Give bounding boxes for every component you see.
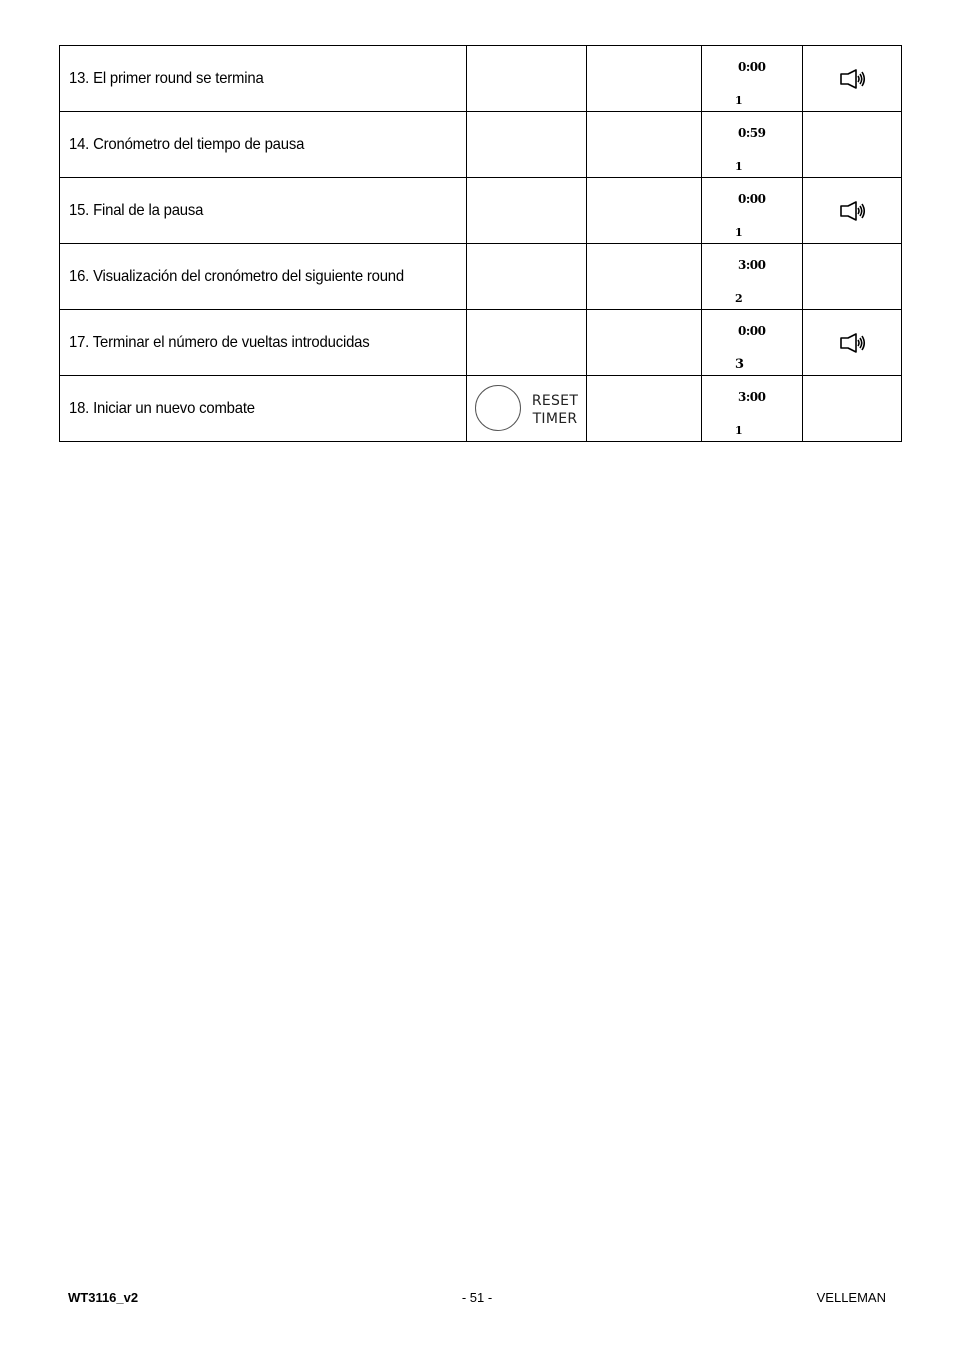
lcd-time: 0:00	[738, 324, 766, 338]
blank-cell	[587, 112, 702, 178]
lcd-round: 1	[735, 424, 743, 437]
speaker-icon	[838, 200, 868, 222]
sound-cell	[803, 46, 902, 112]
lcd-display	[702, 244, 803, 310]
sound-cell	[803, 310, 902, 376]
sound-cell	[803, 244, 902, 310]
speaker-icon	[838, 68, 868, 90]
table-row	[60, 244, 902, 310]
sound-cell	[803, 376, 902, 442]
reset-timer-label: RESET TIMER	[531, 393, 579, 427]
lcd-display	[702, 376, 803, 442]
button-cell	[467, 310, 587, 376]
lcd-round: 3	[735, 357, 745, 372]
blank-cell	[587, 178, 702, 244]
lcd-time: 0:59	[738, 126, 766, 140]
reset-timer-button-icon	[475, 385, 521, 431]
blank-cell	[587, 244, 702, 310]
step-description: 13. El primer round se termina	[60, 46, 467, 112]
lcd-round: 1	[735, 94, 743, 107]
table-row	[60, 310, 902, 376]
sound-cell	[803, 112, 902, 178]
table-row	[60, 376, 902, 442]
button-cell	[467, 376, 587, 442]
blank-cell	[587, 376, 702, 442]
lcd-time: 0:00	[738, 60, 766, 74]
step-description: 16. Visualización del cronómetro del siguiente round	[60, 244, 467, 310]
lcd-round: 2	[735, 292, 743, 305]
lcd-display	[702, 112, 803, 178]
lcd-round: 1	[735, 160, 743, 173]
button-cell	[467, 178, 587, 244]
lcd-time: 0:00	[738, 192, 766, 206]
lcd-display	[702, 46, 803, 112]
step-description: 14. Cronómetro del tiempo de pausa	[60, 112, 467, 178]
speaker-icon	[838, 332, 868, 354]
step-description: 17. Terminar el número de vueltas introducidas	[60, 310, 467, 376]
table-row	[60, 178, 902, 244]
lcd-display	[702, 178, 803, 244]
blank-cell	[587, 310, 702, 376]
step-description: 15. Final de la pausa	[60, 178, 467, 244]
button-cell	[467, 112, 587, 178]
lcd-time: 3:00	[738, 258, 766, 272]
table-row	[60, 112, 902, 178]
blank-cell	[587, 46, 702, 112]
button-cell	[467, 46, 587, 112]
steps-table	[59, 45, 902, 442]
sound-cell	[803, 178, 902, 244]
footer-brand: VELLEMAN	[816, 1290, 886, 1305]
button-cell	[467, 244, 587, 310]
table-row	[60, 46, 902, 112]
footer-model: WT3116_v2	[68, 1290, 139, 1305]
step-description: 18. Iniciar un nuevo combate	[60, 376, 467, 442]
footer-page-number: - 51 -	[461, 1290, 493, 1305]
lcd-round: 1	[735, 226, 743, 239]
lcd-display	[702, 310, 803, 376]
lcd-time: 3:00	[738, 390, 766, 404]
